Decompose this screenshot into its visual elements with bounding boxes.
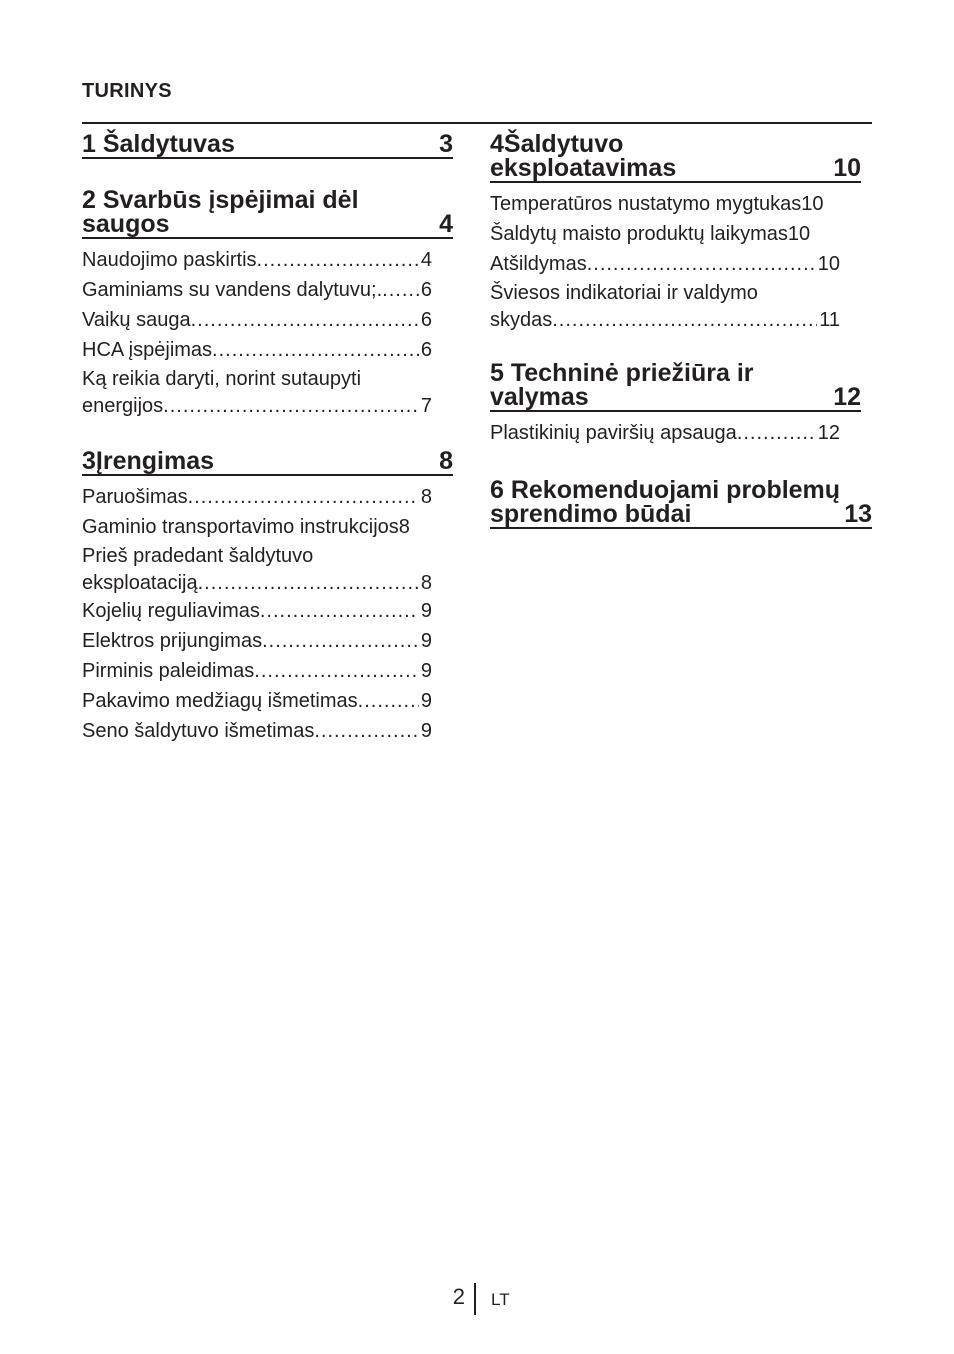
toc-section-heading[interactable]: 6 Rekomenduojami problemų sprendimo būdai 13: [490, 476, 872, 528]
toc-entry[interactable]: Šviesos indikatoriai ir valdymo skydas ..... 11: [490, 279, 872, 333]
toc-entry[interactable]: Plastikinių paviršių apsauga ..... 12: [490, 418, 872, 448]
toc-entry[interactable]: Temperatūros nustatymo mygtukas 10: [490, 193, 824, 215]
toc-right-column: [490, 124, 872, 529]
toc-entry[interactable]: Pakavimo medžiagų išmetimas ..... 9: [82, 686, 453, 716]
toc-section-heading[interactable]: 5 Techninė priežiūra ir valymas 12: [490, 359, 861, 411]
toc-entry[interactable]: Prieš pradedant šaldytuvo eksploataciją ..... 8: [82, 542, 453, 596]
toc-section-heading[interactable]: 1 Šaldytuvas 3: [82, 130, 453, 158]
toc-entry[interactable]: Gaminio transportavimo instrukcijos 8: [82, 516, 410, 538]
toc-section-heading[interactable]: 4Šaldytuvo eksploatavimas 10: [490, 130, 861, 182]
toc-entry[interactable]: Naudojimo paskirtis ..... 4: [82, 245, 453, 275]
toc-entry[interactable]: Elektros prijungimas ..... 9: [82, 626, 453, 656]
toc-entry[interactable]: Pirminis paleidimas ..... 9: [82, 656, 453, 686]
toc-entry[interactable]: Gaminiams su vandens dalytuvu;. ..... 6: [82, 275, 453, 305]
toc-entry[interactable]: Kojelių reguliavimas ..... 9: [82, 596, 453, 626]
page-number: 2: [452, 1284, 465, 1309]
toc-entry[interactable]: Vaikų sauga ..... 6: [82, 305, 453, 335]
toc-entry[interactable]: Seno šaldytuvo išmetimas ..... 9: [82, 716, 453, 746]
toc-title: TURINYS: [82, 80, 172, 102]
language-code: LT: [491, 1290, 510, 1309]
toc-section-heading[interactable]: 2 Svarbūs įspėjimai dėl saugos 4: [82, 186, 453, 238]
toc-entry[interactable]: Atšildymas ..... 10: [490, 249, 872, 279]
toc-left-column: [82, 124, 453, 746]
toc-entry[interactable]: Ką reikia daryti, norint sutaupyti energijos ..... 7: [82, 365, 453, 419]
toc-section-heading[interactable]: 3Įrengimas 8: [82, 447, 453, 475]
toc-entry[interactable]: Šaldytų maisto produktų laikymas 10: [490, 223, 811, 245]
toc-entry[interactable]: Paruošimas ..... 8: [82, 482, 453, 512]
footer-divider: [474, 1283, 476, 1315]
toc-entry[interactable]: HCA įspėjimas ..... 6: [82, 335, 453, 365]
